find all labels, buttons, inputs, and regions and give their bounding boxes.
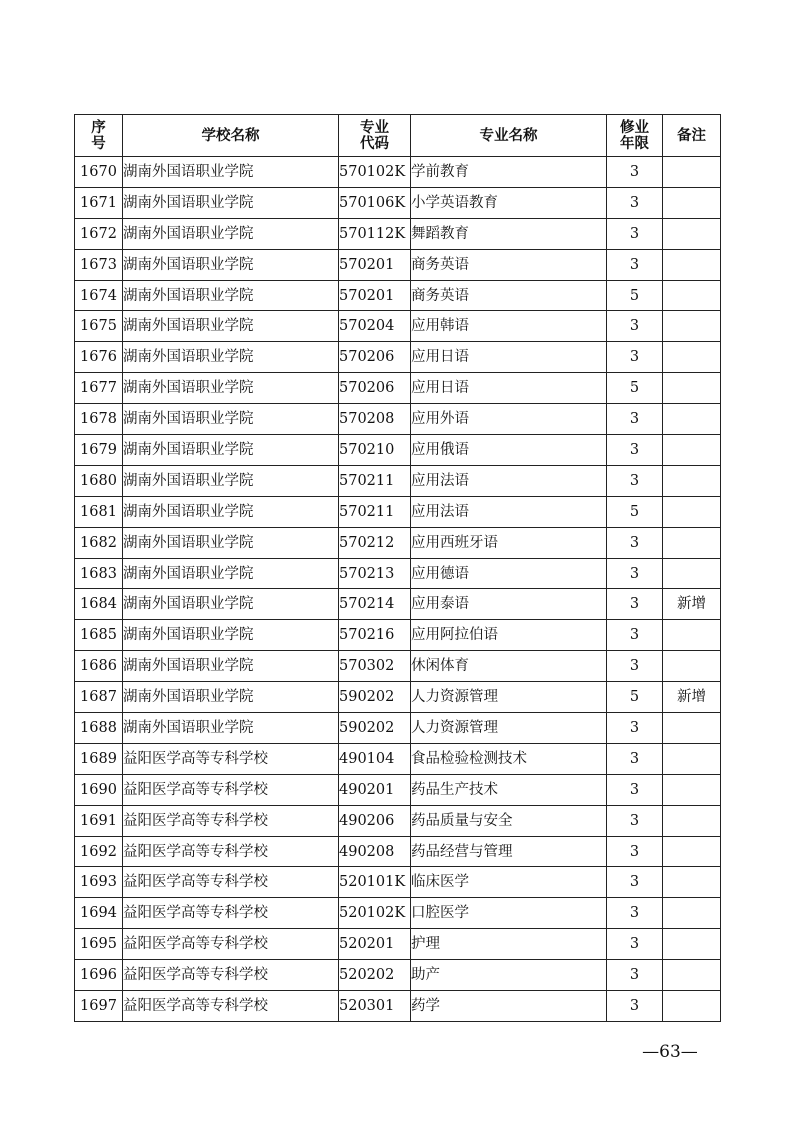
note-cell bbox=[663, 620, 721, 651]
table-row bbox=[75, 836, 721, 867]
major-code-cell: 570213 bbox=[339, 558, 411, 589]
table-row bbox=[75, 342, 721, 373]
major-code-cell: 570212 bbox=[339, 527, 411, 558]
major-code-cell: 570206 bbox=[339, 342, 411, 373]
note-cell bbox=[663, 805, 721, 836]
row-number-cell: 1672 bbox=[75, 218, 123, 249]
major-name-cell: 商务英语 bbox=[411, 280, 607, 311]
major-name-cell: 药品生产技术 bbox=[411, 774, 607, 805]
major-name-cell: 应用德语 bbox=[411, 558, 607, 589]
header-school: 学校名称 bbox=[123, 115, 339, 157]
note-cell bbox=[663, 651, 721, 682]
row-number-cell: 1682 bbox=[75, 527, 123, 558]
table-row bbox=[75, 620, 721, 651]
major-code-cell: 570211 bbox=[339, 496, 411, 527]
study-years-cell: 3 bbox=[607, 651, 663, 682]
study-years-cell: 5 bbox=[607, 496, 663, 527]
major-name-cell: 护理 bbox=[411, 929, 607, 960]
table-row bbox=[75, 743, 721, 774]
major-name-cell: 临床医学 bbox=[411, 867, 607, 898]
table-row bbox=[75, 404, 721, 435]
row-number-cell: 1673 bbox=[75, 249, 123, 280]
table-row bbox=[75, 960, 721, 991]
table-row bbox=[75, 496, 721, 527]
row-number-cell: 1679 bbox=[75, 435, 123, 466]
major-name-cell: 应用韩语 bbox=[411, 311, 607, 342]
table-row bbox=[75, 157, 721, 188]
major-code-cell: 570208 bbox=[339, 404, 411, 435]
row-number-cell: 1689 bbox=[75, 743, 123, 774]
study-years-cell: 3 bbox=[607, 157, 663, 188]
major-code-cell: 520202 bbox=[339, 960, 411, 991]
school-name-cell: 湖南外国语职业学院 bbox=[123, 496, 339, 527]
school-name-cell: 益阳医学高等专科学校 bbox=[123, 867, 339, 898]
row-number-cell: 1681 bbox=[75, 496, 123, 527]
study-years-cell: 3 bbox=[607, 218, 663, 249]
major-name-cell: 舞蹈教育 bbox=[411, 218, 607, 249]
note-cell bbox=[663, 435, 721, 466]
table-row bbox=[75, 187, 721, 218]
major-name-cell: 休闲体育 bbox=[411, 651, 607, 682]
row-number-cell: 1677 bbox=[75, 373, 123, 404]
study-years-cell: 3 bbox=[607, 435, 663, 466]
major-code-cell: 490208 bbox=[339, 836, 411, 867]
row-number-cell: 1671 bbox=[75, 187, 123, 218]
header-no: 序号 bbox=[75, 115, 123, 157]
major-code-cell: 570210 bbox=[339, 435, 411, 466]
row-number-cell: 1687 bbox=[75, 682, 123, 713]
school-name-cell: 湖南外国语职业学院 bbox=[123, 311, 339, 342]
note-cell bbox=[663, 991, 721, 1022]
row-number-cell: 1694 bbox=[75, 898, 123, 929]
school-name-cell: 湖南外国语职业学院 bbox=[123, 249, 339, 280]
school-name-cell: 益阳医学高等专科学校 bbox=[123, 743, 339, 774]
major-code-cell: 570102K bbox=[339, 157, 411, 188]
major-name-cell: 应用阿拉伯语 bbox=[411, 620, 607, 651]
note-cell bbox=[663, 249, 721, 280]
note-cell bbox=[663, 280, 721, 311]
major-name-cell: 应用法语 bbox=[411, 496, 607, 527]
row-number-cell: 1680 bbox=[75, 465, 123, 496]
school-name-cell: 湖南外国语职业学院 bbox=[123, 218, 339, 249]
study-years-cell: 3 bbox=[607, 991, 663, 1022]
table-row bbox=[75, 311, 721, 342]
row-number-cell: 1686 bbox=[75, 651, 123, 682]
major-code-cell: 520102K bbox=[339, 898, 411, 929]
table-row bbox=[75, 249, 721, 280]
study-years-cell: 5 bbox=[607, 280, 663, 311]
school-name-cell: 湖南外国语职业学院 bbox=[123, 465, 339, 496]
study-years-cell: 3 bbox=[607, 929, 663, 960]
note-cell bbox=[663, 836, 721, 867]
table-row bbox=[75, 589, 721, 620]
note-cell bbox=[663, 342, 721, 373]
note-cell bbox=[663, 774, 721, 805]
note-cell bbox=[663, 527, 721, 558]
table-row bbox=[75, 774, 721, 805]
school-name-cell: 益阳医学高等专科学校 bbox=[123, 960, 339, 991]
page-number: —63— bbox=[642, 1042, 698, 1062]
note-cell bbox=[663, 373, 721, 404]
note-cell bbox=[663, 496, 721, 527]
school-name-cell: 湖南外国语职业学院 bbox=[123, 589, 339, 620]
study-years-cell: 3 bbox=[607, 465, 663, 496]
study-years-cell: 3 bbox=[607, 404, 663, 435]
table-row bbox=[75, 929, 721, 960]
study-years-cell: 3 bbox=[607, 960, 663, 991]
study-years-cell: 3 bbox=[607, 342, 663, 373]
school-name-cell: 益阳医学高等专科学校 bbox=[123, 836, 339, 867]
row-number-cell: 1691 bbox=[75, 805, 123, 836]
major-code-cell: 490201 bbox=[339, 774, 411, 805]
note-cell bbox=[663, 218, 721, 249]
row-number-cell: 1674 bbox=[75, 280, 123, 311]
row-number-cell: 1676 bbox=[75, 342, 123, 373]
school-name-cell: 益阳医学高等专科学校 bbox=[123, 991, 339, 1022]
header-code: 专业代码 bbox=[339, 115, 411, 157]
table-row bbox=[75, 805, 721, 836]
row-number-cell: 1693 bbox=[75, 867, 123, 898]
header-major: 专业名称 bbox=[411, 115, 607, 157]
study-years-cell: 3 bbox=[607, 527, 663, 558]
school-name-cell: 湖南外国语职业学院 bbox=[123, 651, 339, 682]
note-cell bbox=[663, 898, 721, 929]
table-row bbox=[75, 867, 721, 898]
major-code-cell: 590202 bbox=[339, 713, 411, 744]
major-name-cell: 学前教育 bbox=[411, 157, 607, 188]
major-name-cell: 口腔医学 bbox=[411, 898, 607, 929]
school-name-cell: 益阳医学高等专科学校 bbox=[123, 929, 339, 960]
school-name-cell: 湖南外国语职业学院 bbox=[123, 404, 339, 435]
row-number-cell: 1675 bbox=[75, 311, 123, 342]
header-note: 备注 bbox=[663, 115, 721, 157]
school-name-cell: 湖南外国语职业学院 bbox=[123, 435, 339, 466]
study-years-cell: 3 bbox=[607, 774, 663, 805]
row-number-cell: 1670 bbox=[75, 157, 123, 188]
majors-table bbox=[74, 114, 721, 1022]
major-name-cell: 药品质量与安全 bbox=[411, 805, 607, 836]
row-number-cell: 1692 bbox=[75, 836, 123, 867]
study-years-cell: 3 bbox=[607, 558, 663, 589]
study-years-cell: 3 bbox=[607, 249, 663, 280]
school-name-cell: 益阳医学高等专科学校 bbox=[123, 774, 339, 805]
major-code-cell: 570214 bbox=[339, 589, 411, 620]
table-row bbox=[75, 898, 721, 929]
note-cell: 新增 bbox=[663, 682, 721, 713]
row-number-cell: 1696 bbox=[75, 960, 123, 991]
row-number-cell: 1697 bbox=[75, 991, 123, 1022]
major-code-cell: 520101K bbox=[339, 867, 411, 898]
major-code-cell: 490206 bbox=[339, 805, 411, 836]
school-name-cell: 湖南外国语职业学院 bbox=[123, 620, 339, 651]
header-years: 修业年限 bbox=[607, 115, 663, 157]
major-name-cell: 人力资源管理 bbox=[411, 682, 607, 713]
study-years-cell: 3 bbox=[607, 187, 663, 218]
major-name-cell: 药学 bbox=[411, 991, 607, 1022]
study-years-cell: 3 bbox=[607, 311, 663, 342]
note-cell bbox=[663, 404, 721, 435]
school-name-cell: 湖南外国语职业学院 bbox=[123, 187, 339, 218]
major-code-cell: 490104 bbox=[339, 743, 411, 774]
table-row bbox=[75, 651, 721, 682]
major-code-cell: 570201 bbox=[339, 249, 411, 280]
study-years-cell: 3 bbox=[607, 836, 663, 867]
major-code-cell: 570216 bbox=[339, 620, 411, 651]
table-row bbox=[75, 465, 721, 496]
note-cell bbox=[663, 929, 721, 960]
study-years-cell: 3 bbox=[607, 898, 663, 929]
major-name-cell: 应用日语 bbox=[411, 373, 607, 404]
major-name-cell: 应用法语 bbox=[411, 465, 607, 496]
major-code-cell: 570206 bbox=[339, 373, 411, 404]
major-name-cell: 应用外语 bbox=[411, 404, 607, 435]
school-name-cell: 益阳医学高等专科学校 bbox=[123, 898, 339, 929]
note-cell: 新增 bbox=[663, 589, 721, 620]
major-code-cell: 570201 bbox=[339, 280, 411, 311]
note-cell bbox=[663, 187, 721, 218]
major-name-cell: 商务英语 bbox=[411, 249, 607, 280]
note-cell bbox=[663, 311, 721, 342]
school-name-cell: 湖南外国语职业学院 bbox=[123, 157, 339, 188]
row-number-cell: 1685 bbox=[75, 620, 123, 651]
table-row bbox=[75, 558, 721, 589]
row-number-cell: 1688 bbox=[75, 713, 123, 744]
major-code-cell: 570211 bbox=[339, 465, 411, 496]
school-name-cell: 湖南外国语职业学院 bbox=[123, 373, 339, 404]
major-name-cell: 药品经营与管理 bbox=[411, 836, 607, 867]
school-name-cell: 湖南外国语职业学院 bbox=[123, 713, 339, 744]
study-years-cell: 3 bbox=[607, 805, 663, 836]
note-cell bbox=[663, 713, 721, 744]
study-years-cell: 5 bbox=[607, 682, 663, 713]
study-years-cell: 3 bbox=[607, 713, 663, 744]
note-cell bbox=[663, 960, 721, 991]
table-row bbox=[75, 682, 721, 713]
major-name-cell: 应用西班牙语 bbox=[411, 527, 607, 558]
major-code-cell: 570106K bbox=[339, 187, 411, 218]
study-years-cell: 3 bbox=[607, 620, 663, 651]
major-code-cell: 570302 bbox=[339, 651, 411, 682]
major-name-cell: 应用泰语 bbox=[411, 589, 607, 620]
table-row bbox=[75, 280, 721, 311]
major-code-cell: 590202 bbox=[339, 682, 411, 713]
note-cell bbox=[663, 465, 721, 496]
study-years-cell: 3 bbox=[607, 743, 663, 774]
note-cell bbox=[663, 558, 721, 589]
row-number-cell: 1684 bbox=[75, 589, 123, 620]
table-row bbox=[75, 435, 721, 466]
row-number-cell: 1678 bbox=[75, 404, 123, 435]
major-name-cell: 应用日语 bbox=[411, 342, 607, 373]
note-cell bbox=[663, 743, 721, 774]
study-years-cell: 5 bbox=[607, 373, 663, 404]
study-years-cell: 3 bbox=[607, 589, 663, 620]
school-name-cell: 湖南外国语职业学院 bbox=[123, 280, 339, 311]
note-cell bbox=[663, 867, 721, 898]
major-code-cell: 520201 bbox=[339, 929, 411, 960]
major-name-cell: 食品检验检测技术 bbox=[411, 743, 607, 774]
school-name-cell: 湖南外国语职业学院 bbox=[123, 558, 339, 589]
study-years-cell: 3 bbox=[607, 867, 663, 898]
major-name-cell: 人力资源管理 bbox=[411, 713, 607, 744]
table-row bbox=[75, 218, 721, 249]
table-row bbox=[75, 373, 721, 404]
note-cell bbox=[663, 157, 721, 188]
school-name-cell: 湖南外国语职业学院 bbox=[123, 682, 339, 713]
major-name-cell: 小学英语教育 bbox=[411, 187, 607, 218]
row-number-cell: 1690 bbox=[75, 774, 123, 805]
table-header-row bbox=[75, 115, 721, 157]
major-name-cell: 助产 bbox=[411, 960, 607, 991]
school-name-cell: 湖南外国语职业学院 bbox=[123, 342, 339, 373]
school-name-cell: 湖南外国语职业学院 bbox=[123, 527, 339, 558]
table-row bbox=[75, 527, 721, 558]
school-name-cell: 益阳医学高等专科学校 bbox=[123, 805, 339, 836]
major-code-cell: 570204 bbox=[339, 311, 411, 342]
major-code-cell: 570112K bbox=[339, 218, 411, 249]
major-name-cell: 应用俄语 bbox=[411, 435, 607, 466]
major-code-cell: 520301 bbox=[339, 991, 411, 1022]
row-number-cell: 1683 bbox=[75, 558, 123, 589]
table-row bbox=[75, 713, 721, 744]
row-number-cell: 1695 bbox=[75, 929, 123, 960]
table-row bbox=[75, 991, 721, 1022]
